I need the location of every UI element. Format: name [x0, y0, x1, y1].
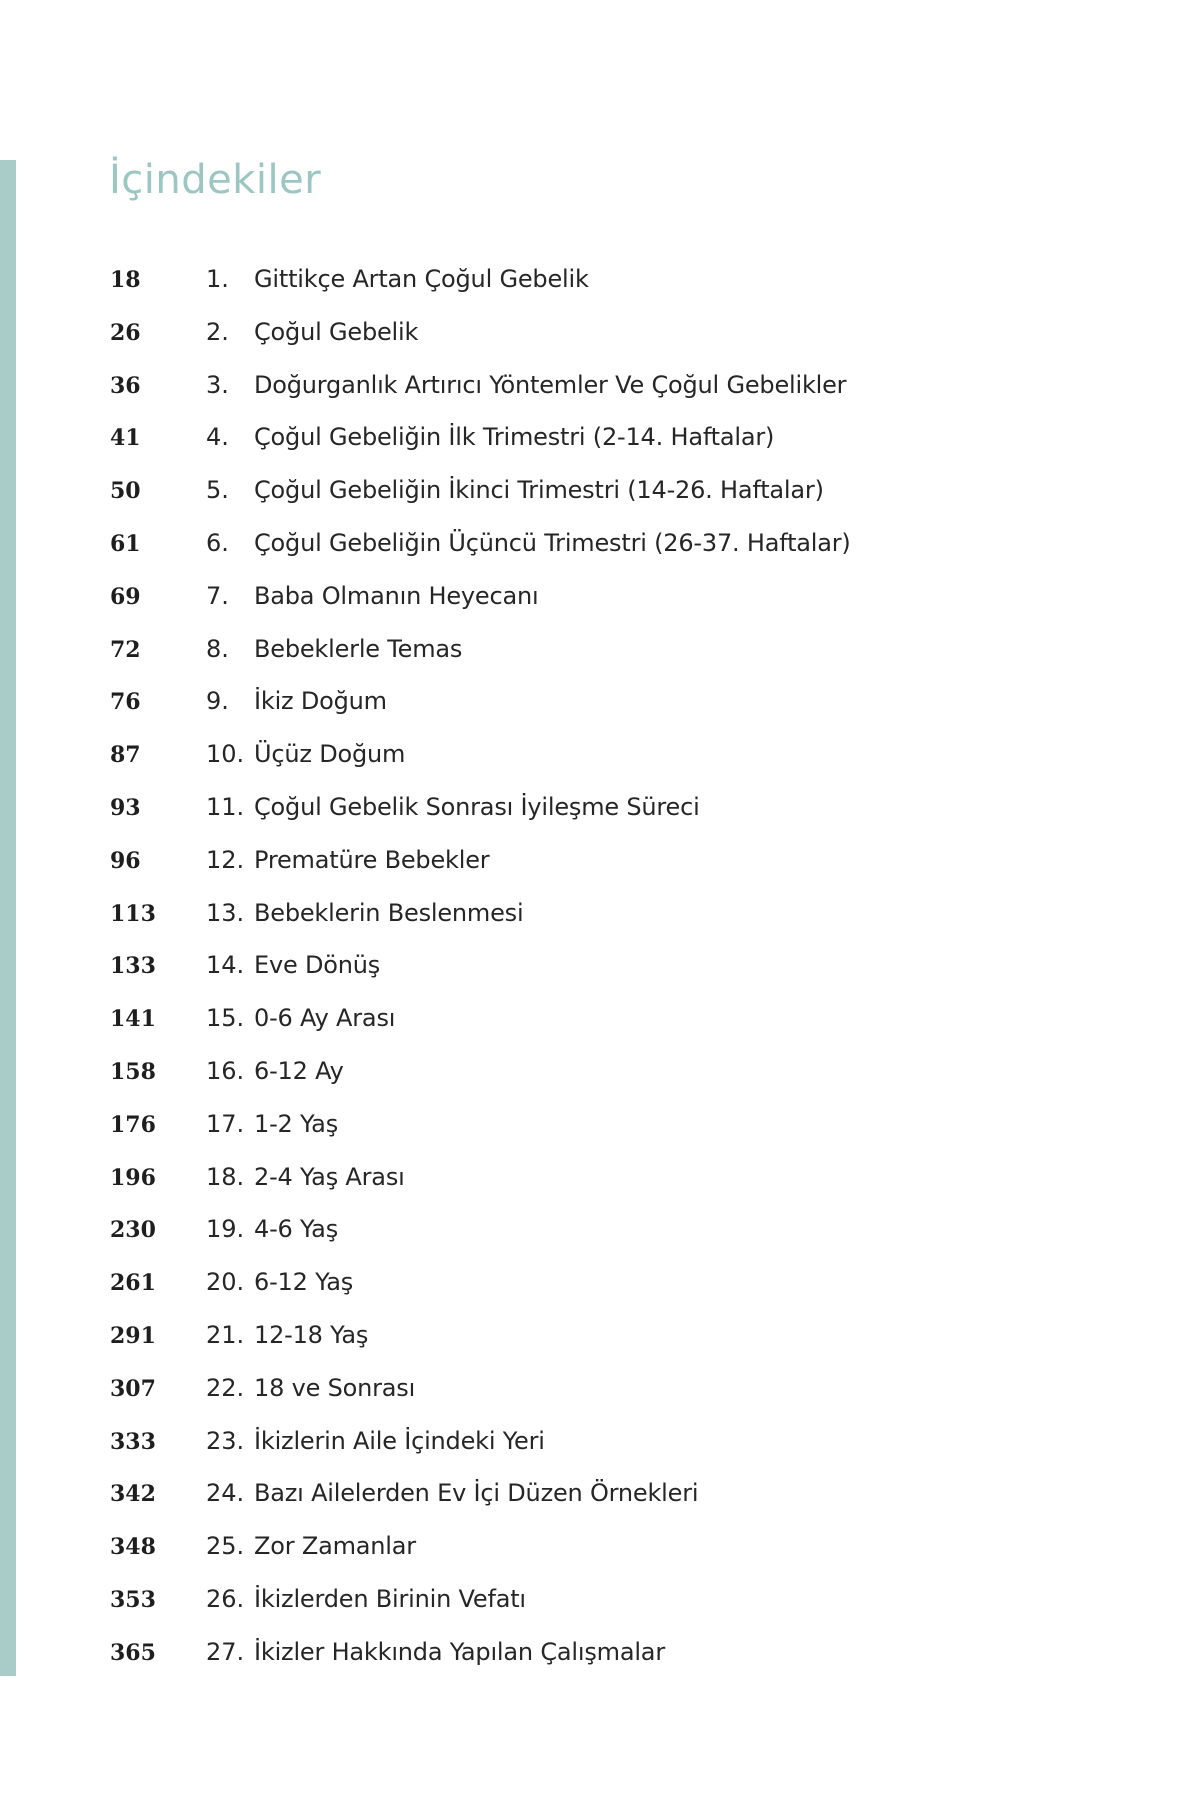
- toc-chapter-number: 9.: [206, 687, 229, 716]
- toc-entry: [110, 318, 1110, 371]
- toc-chapter-number: 18.: [206, 1162, 245, 1191]
- toc-entry: [110, 1585, 1110, 1638]
- toc-page-number: 158: [110, 1058, 156, 1085]
- toc-entry: [110, 1268, 1110, 1321]
- toc-chapter-number: 21.: [206, 1320, 245, 1349]
- toc-entry: [110, 846, 1110, 899]
- toc-chapter-number: 27.: [206, 1637, 245, 1666]
- toc-chapter-title: İkizlerin Aile İçindeki Yeri: [254, 1426, 545, 1455]
- toc-entry: [110, 1638, 1110, 1691]
- toc-entry: [110, 1374, 1110, 1427]
- toc-page-number: 196: [110, 1164, 156, 1191]
- toc-page-number: 113: [110, 900, 156, 927]
- toc-entry: [110, 476, 1110, 529]
- toc-chapter-number: 4.: [206, 423, 229, 452]
- toc-entry: [110, 635, 1110, 688]
- toc-page-number: 69: [110, 583, 141, 610]
- toc-chapter-title: Eve Dönüş: [254, 951, 381, 980]
- toc-page-number: 342: [110, 1481, 156, 1508]
- toc-chapter-number: 6.: [206, 528, 229, 557]
- toc-chapter-title: Üçüz Doğum: [254, 740, 406, 769]
- toc-chapter-number: 5.: [206, 476, 229, 505]
- toc-chapter-title: Çoğul Gebeliğin İkinci Trimestri (14-26. Haftalar): [254, 476, 824, 505]
- toc-page-number: 365: [110, 1639, 156, 1666]
- toc-entry: [110, 1004, 1110, 1057]
- toc-chapter-number: 19.: [206, 1215, 245, 1244]
- toc-chapter-title: Prematüre Bebekler: [254, 845, 490, 874]
- toc-chapter-number: 16.: [206, 1056, 245, 1085]
- toc-page-number: 36: [110, 372, 141, 399]
- toc-chapter-title: 12-18 Yaş: [254, 1320, 369, 1349]
- toc-chapter-title: 6-12 Yaş: [254, 1268, 354, 1297]
- toc-page-number: 333: [110, 1428, 156, 1455]
- toc-chapter-title: 18 ve Sonrası: [254, 1373, 416, 1402]
- toc-chapter-title: Zor Zamanlar: [254, 1532, 416, 1561]
- toc-chapter-number: 24.: [206, 1479, 245, 1508]
- toc-entry: [110, 582, 1110, 635]
- toc-page-number: 176: [110, 1111, 156, 1138]
- toc-page-number: 87: [110, 742, 141, 769]
- toc-chapter-number: 25.: [206, 1532, 245, 1561]
- toc-page-number: 61: [110, 530, 141, 557]
- toc-entry: [110, 1110, 1110, 1163]
- toc-page-number: 307: [110, 1375, 156, 1402]
- toc-page-number: 348: [110, 1534, 156, 1561]
- toc-chapter-number: 13.: [206, 898, 245, 927]
- toc-chapter-number: 2.: [206, 317, 229, 346]
- toc-page-number: 261: [110, 1270, 156, 1297]
- toc-page-number: 41: [110, 425, 141, 452]
- toc-entry: [110, 529, 1110, 582]
- toc-entry: [110, 1057, 1110, 1110]
- table-of-contents: [110, 265, 1110, 1691]
- toc-page-number: 93: [110, 794, 141, 821]
- toc-chapter-number: 11.: [206, 792, 245, 821]
- toc-chapter-number: 12.: [206, 845, 245, 874]
- toc-chapter-title: İkiz Doğum: [254, 687, 387, 716]
- toc-chapter-title: İkizler Hakkında Yapılan Çalışmalar: [254, 1637, 665, 1666]
- toc-chapter-number: 22.: [206, 1373, 245, 1402]
- toc-page-number: 96: [110, 847, 141, 874]
- toc-entry: [110, 951, 1110, 1004]
- toc-chapter-title: Bebeklerin Beslenmesi: [254, 898, 524, 927]
- toc-entry: [110, 1532, 1110, 1585]
- toc-chapter-title: 6-12 Ay: [254, 1056, 344, 1085]
- toc-entry: [110, 1215, 1110, 1268]
- toc-page-number: 76: [110, 689, 141, 716]
- toc-page-number: 353: [110, 1586, 156, 1613]
- toc-entry: [110, 1479, 1110, 1532]
- toc-page-number: 50: [110, 478, 141, 505]
- toc-chapter-title: Gittikçe Artan Çoğul Gebelik: [254, 265, 589, 293]
- toc-chapter-title: Bazı Ailelerden Ev İçi Düzen Örnekleri: [254, 1479, 699, 1508]
- toc-chapter-number: 23.: [206, 1426, 245, 1455]
- toc-chapter-title: İkizlerden Birinin Vefatı: [254, 1584, 526, 1613]
- toc-chapter-number: 7.: [206, 581, 229, 610]
- side-accent-bar: [0, 160, 16, 1676]
- toc-entry: [110, 1321, 1110, 1374]
- toc-entry: [110, 265, 1110, 318]
- toc-chapter-number: 10.: [206, 740, 245, 769]
- toc-page-number: 18: [110, 267, 141, 293]
- toc-chapter-title: Çoğul Gebelik: [254, 317, 419, 346]
- toc-page-number: 72: [110, 636, 141, 663]
- toc-entry: [110, 371, 1110, 424]
- toc-chapter-number: 8.: [206, 634, 229, 663]
- toc-chapter-number: 1.: [206, 265, 229, 293]
- toc-page-number: 141: [110, 1006, 156, 1033]
- toc-entry: [110, 1427, 1110, 1480]
- toc-entry: [110, 1163, 1110, 1216]
- toc-page-number: 26: [110, 319, 141, 346]
- toc-entry: [110, 740, 1110, 793]
- toc-page-number: 291: [110, 1322, 156, 1349]
- toc-entry: [110, 899, 1110, 952]
- toc-chapter-number: 26.: [206, 1584, 245, 1613]
- page-title: İçindekiler: [109, 157, 322, 203]
- toc-entry: [110, 687, 1110, 740]
- toc-chapter-number: 17.: [206, 1109, 245, 1138]
- toc-chapter-title: 1-2 Yaş: [254, 1109, 338, 1138]
- toc-chapter-title: Baba Olmanın Heyecanı: [254, 581, 539, 610]
- toc-page-number: 133: [110, 953, 156, 980]
- toc-chapter-title: Doğurganlık Artırıcı Yöntemler Ve Çoğul Gebelikler: [254, 370, 847, 399]
- toc-chapter-title: Bebeklerle Temas: [254, 634, 463, 663]
- toc-chapter-title: 4-6 Yaş: [254, 1215, 338, 1244]
- toc-chapter-title: Çoğul Gebelik Sonrası İyileşme Süreci: [254, 792, 700, 821]
- toc-entry: [110, 423, 1110, 476]
- toc-chapter-number: 14.: [206, 951, 245, 980]
- toc-chapter-title: 2-4 Yaş Arası: [254, 1162, 405, 1191]
- toc-chapter-number: 3.: [206, 370, 229, 399]
- toc-page-number: 230: [110, 1217, 156, 1244]
- toc-entry: [110, 793, 1110, 846]
- toc-chapter-title: Çoğul Gebeliğin Üçüncü Trimestri (26-37. Haftalar): [254, 528, 851, 557]
- toc-chapter-number: 20.: [206, 1268, 245, 1297]
- toc-chapter-number: 15.: [206, 1004, 245, 1033]
- toc-chapter-title: Çoğul Gebeliğin İlk Trimestri (2-14. Haftalar): [254, 423, 775, 452]
- toc-chapter-title: 0-6 Ay Arası: [254, 1004, 396, 1033]
